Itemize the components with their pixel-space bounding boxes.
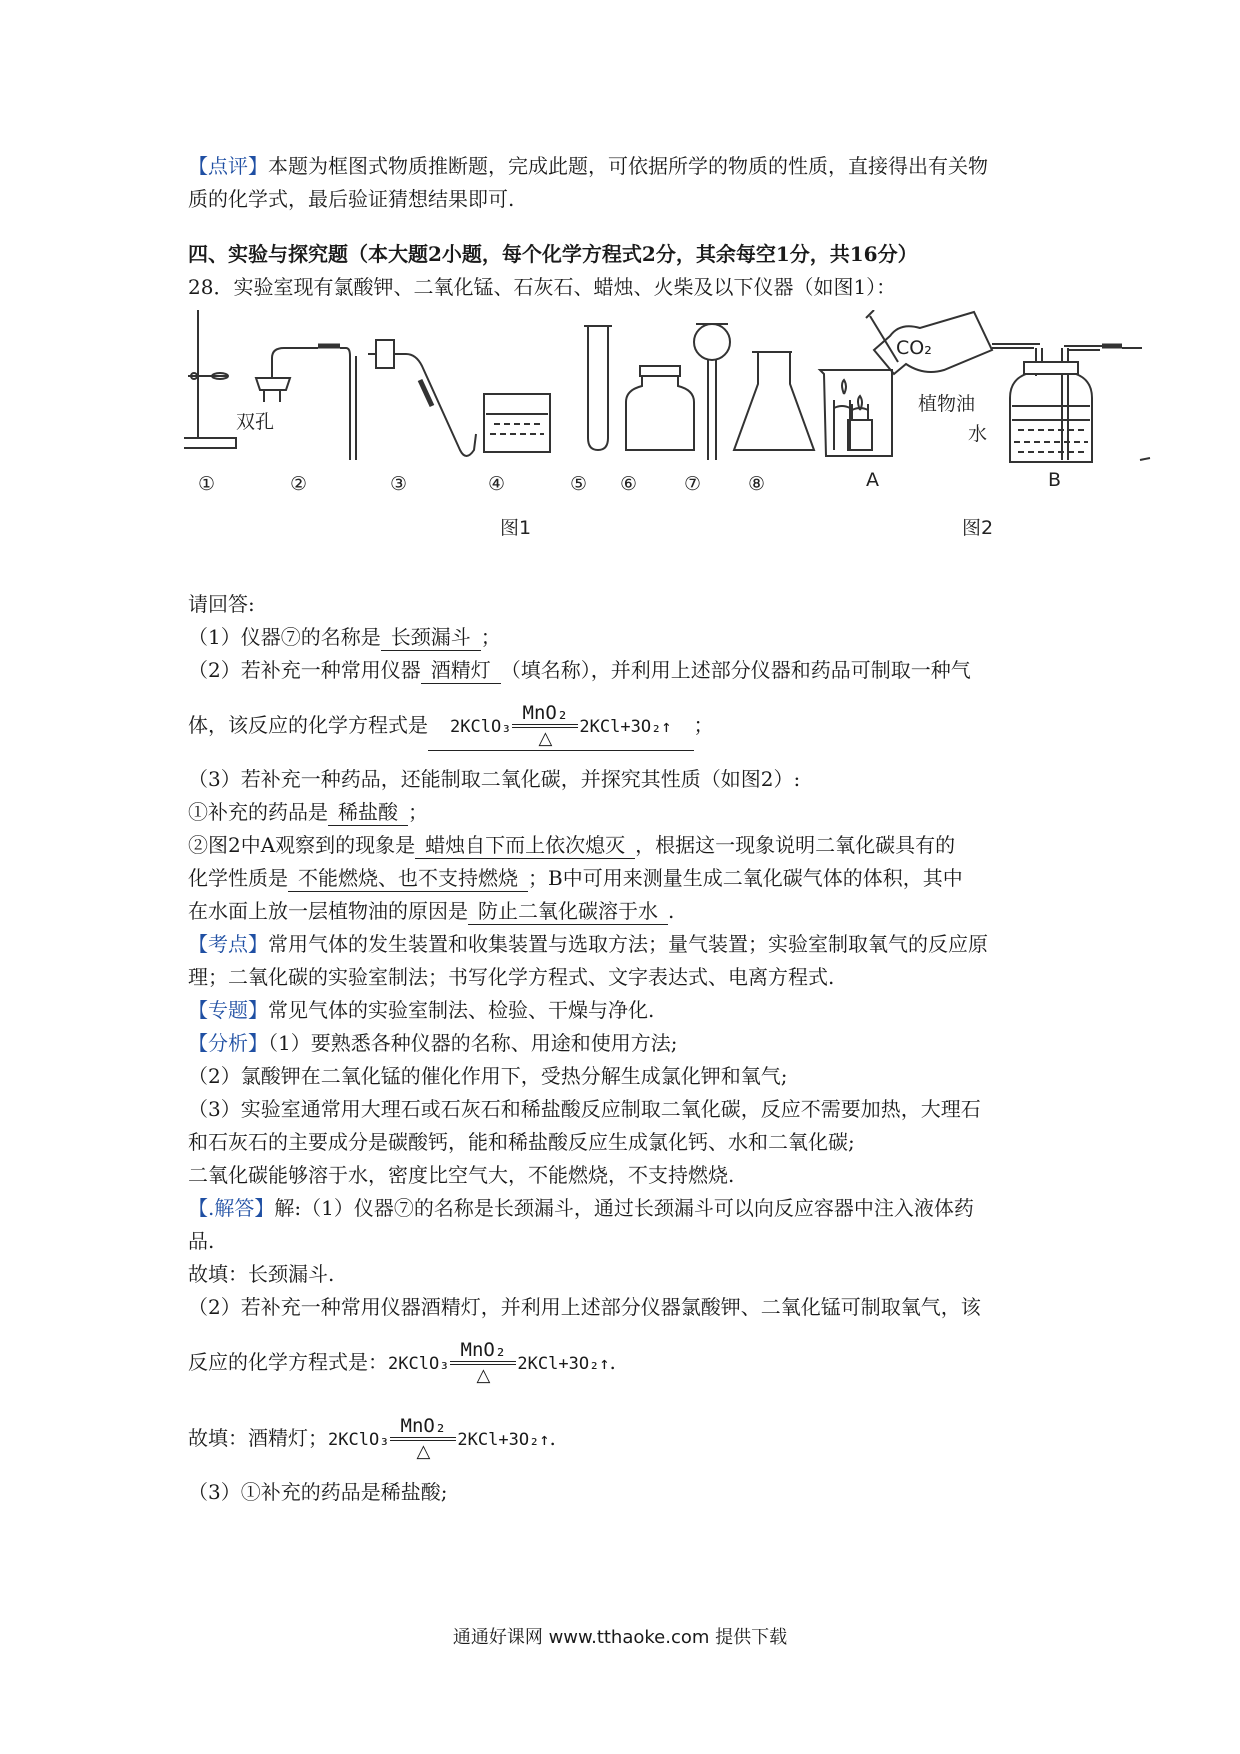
oil-label: 植物油	[918, 393, 976, 415]
question-3-b: ②图2中A观察到的现象是 蜡烛自下而上依次熄灭 ，根据这一现象说明二氧化碳具有的 化学性质是 不能燃烧、也不支持燃烧 ；B中可用来测量生成二氧化碳气体的体积，其中 在水面上放一层植物油的原因是 防止二氧化碳溶于水 .	[188, 833, 963, 923]
gas-measure-bottle-icon	[992, 344, 1150, 462]
figure-2-caption: 图2	[962, 517, 994, 539]
stopper-tube-icon	[256, 346, 356, 460]
kaodian-paragraph: 【考点】常用气体的发生装置和收集装置与选取方法；量气装置；实验室制取氧气的反应原 理；二氧化碳的实验室制法；书写化学方程式、文字表达式、电离方程式.	[188, 932, 988, 989]
answer-blank-equation	[428, 703, 694, 751]
jieda-equation-line-2: 故填：酒精灯； 2KClO₃ MnO₂ △ 2KCl+3O₂↑ .	[188, 1415, 556, 1462]
apparatus-illustration	[184, 310, 1224, 580]
answer-blank-3a: 稀盐酸	[328, 799, 408, 826]
double-hole-label: 双孔	[236, 411, 275, 433]
answer-blank-3c: 不能燃烧、也不支持燃烧	[288, 865, 528, 892]
jieda-last-line: （3）①补充的药品是稀盐酸;	[188, 1480, 448, 1504]
question-2: （2）若补充一种常用仪器 酒精灯 （填名称），并利用上述部分仪器和药品可制取一种气	[188, 658, 971, 682]
zhuanti-paragraph: 【专题】常见气体的实验室制法、检验、干燥与净化.	[188, 998, 655, 1022]
beaker-candles-icon	[820, 370, 892, 456]
fenxi-paragraph: 【分析】（1）要熟悉各种仪器的名称、用途和使用方法; （2）氯酸钾在二氧化锰的催化作用下，受热分解生成氯化钾和氧气; （3）实验室通常用大理石或石灰石和稀盐酸反应制取二氧化碳，反应不需要加热，大理石 和石灰石的主要成分是碳酸钙，能和稀盐酸反应生成氯化钙、水和二氧化碳; 二氧化碳能够溶于水，密度比空气大，不能燃烧，不支持燃烧.	[188, 1031, 981, 1187]
question-2-equation-line: 体，该反应的化学方程式是 2KClO₃ MnO₂ △ 2KCl+3O₂↑ ；	[188, 702, 714, 749]
iron-stand-icon	[184, 310, 236, 448]
long-neck-funnel-icon	[694, 324, 730, 460]
question-1: （1）仪器⑦的名称是 长颈漏斗 ；	[188, 625, 501, 649]
label-4: ④	[488, 473, 506, 495]
answer-blank-1: 长颈漏斗	[381, 624, 481, 651]
water-label: 水	[968, 423, 988, 445]
review-tag: 【点评】	[188, 154, 268, 178]
document-body	[188, 150, 1068, 1509]
please-answer: 请回答:	[188, 592, 255, 616]
question-3-intro: （3）若补充一种药品，还能制取二氧化碳，并探究其性质（如图2）:	[188, 767, 801, 791]
conical-flask-icon	[734, 352, 814, 450]
question-28-intro: 28．实验室现有氯酸钾、二氧化锰、石灰石、蜡烛、火柴及以下仪器（如图1）：	[188, 275, 897, 299]
co2-label: CO₂	[896, 337, 932, 359]
apparatus-figure	[184, 310, 1224, 580]
label-2: ②	[290, 473, 308, 495]
bent-tube-icon	[368, 340, 476, 456]
label-b: B	[1048, 469, 1062, 491]
answer-blank-2: 酒精灯	[421, 657, 501, 684]
test-tube-icon	[584, 326, 612, 450]
page-footer: 通通好课网 www.tthaoke.com 提供下载	[452, 1627, 788, 1648]
section-heading: 四、实验与探究题（本大题2小题，每个化学方程式2分，其余每空1分，共16分）	[188, 242, 918, 266]
answer-blank-3d: 防止二氧化碳溶于水	[468, 898, 668, 925]
label-a: A	[866, 469, 879, 491]
label-6: ⑥	[620, 473, 638, 495]
figure-1-caption: 图1	[500, 517, 532, 539]
water-trough-icon	[484, 394, 550, 452]
label-3: ③	[390, 473, 408, 495]
label-7: ⑦	[684, 473, 702, 495]
jieda-equation-line-1: 反应的化学方程式是： 2KClO₃ MnO₂ △ 2KCl+3O₂↑ .	[188, 1339, 616, 1386]
label-8: ⑧	[748, 473, 766, 495]
label-1: ①	[198, 473, 216, 495]
jieda-paragraph: 【.解答】解:（1）仪器⑦的名称是长颈漏斗，通过长颈漏斗可以向反应容器中注入液体药 品. 故填：长颈漏斗. （2）若补充一种常用仪器酒精灯，并利用上述部分仪器氯酸钾、二氧化锰可制取氧气，该	[188, 1196, 981, 1319]
answer-blank-3b: 蜡烛自下而上依次熄灭	[415, 832, 635, 859]
label-5: ⑤	[570, 473, 588, 495]
gas-bottle-icon	[626, 366, 694, 450]
chemical-equation: 2KClO₃ MnO₂ △ 2KCl+3O₂↑	[450, 702, 672, 749]
review-paragraph: 【点评】本题为框图式物质推断题，完成此题，可依据所学的物质的性质，直接得出有关物 质的化学式，最后验证猜想结果即可.	[188, 154, 988, 211]
question-3-a: ①补充的药品是 稀盐酸 ；	[188, 800, 428, 824]
